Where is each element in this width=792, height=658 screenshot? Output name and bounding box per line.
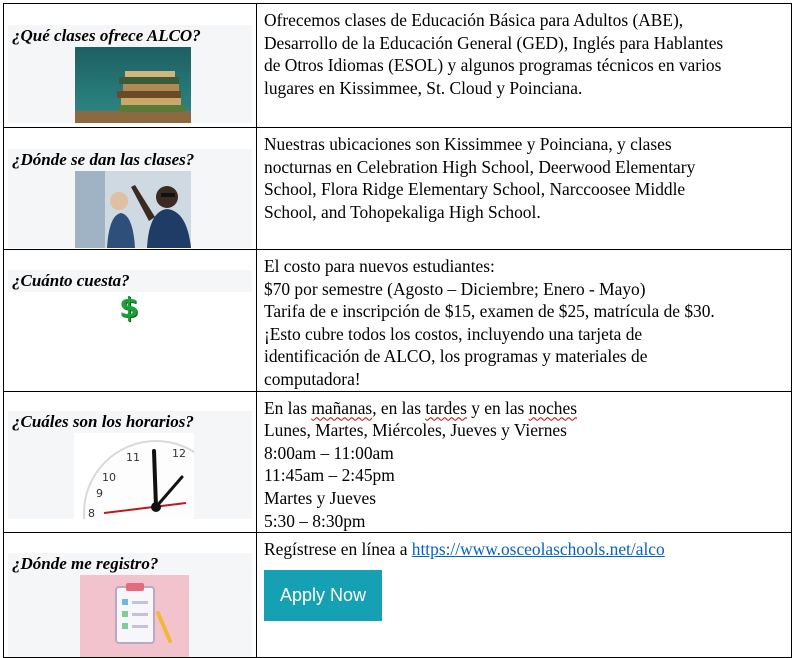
- question-cell: [4, 391, 257, 533]
- answer-line: Desarrollo de la Educación General (GED), Inglés para Hablantes: [264, 32, 724, 53]
- answer-line: nocturnas en Celebration High School, Deerwood Elementary: [264, 156, 696, 177]
- answer-line: El costo para nuevos estudiantes:: [264, 256, 495, 276]
- question-title: ¿Dónde me registro?: [12, 554, 159, 574]
- answer-line: School, and Tohopekaliga High School.: [264, 201, 541, 222]
- schedule-time-afternoon: 11:45am – 2:45pm: [264, 465, 395, 486]
- classroom-icon: [75, 171, 191, 248]
- question-box: [8, 270, 252, 292]
- clipboard-icon: [80, 575, 189, 657]
- question-cell: [4, 533, 257, 658]
- question-cell: [4, 128, 257, 250]
- schedule-days-evening: Martes y Jueves: [264, 487, 377, 508]
- question-title: ¿Qué clases ofrece ALCO?: [12, 26, 201, 45]
- dollar-icon: $: [119, 291, 139, 324]
- svg-text:10: 10: [102, 470, 116, 484]
- answer-line: School, Flora Ridge Elementary School, Narccoosee Middle: [264, 179, 686, 200]
- answer-line: Tarifa de e inscripción de $15, examen de $25, matrícula de $30.: [264, 301, 715, 322]
- answer-line: computadora!: [264, 368, 361, 389]
- question-box: [8, 411, 252, 519]
- apply-now-button[interactable]: Apply Now: [264, 570, 382, 621]
- schedule-intro: [264, 397, 791, 420]
- svg-text:9: 9: [96, 486, 103, 500]
- question-cell: [4, 250, 257, 392]
- books-icon: [75, 47, 191, 123]
- intro-word-noches: noches: [528, 397, 577, 418]
- answer-line: Ofrecemos clases de Educación Básica para Adultos (ABE),: [264, 10, 684, 30]
- question-title: ¿Dónde se dan las clases?: [12, 150, 195, 169]
- answer-line: de Otros Idiomas (ESOL) y algunos programas técnicos en varios: [264, 55, 722, 76]
- answer-cell: [257, 4, 792, 128]
- faq-table: [3, 3, 792, 658]
- schedule-time-evening: 5:30 – 8:30pm: [264, 510, 366, 531]
- answer-line: Nuestras ubicaciones son Kissimmee y Poinciana, y clases: [264, 134, 672, 154]
- answer-line: ¡Esto cubre todos los costos, incluyendo una tarjeta de: [264, 323, 643, 344]
- intro-word-tardes: tardes: [425, 397, 467, 418]
- faq-row-cost: [4, 250, 792, 392]
- answer-line: lugares en Kissimmee, St. Cloud y Poinciana.: [264, 77, 583, 98]
- faq-row-locations: [4, 128, 792, 250]
- question-title: ¿Cuáles son los horarios?: [12, 411, 194, 431]
- intro-text: y en las: [466, 397, 529, 418]
- register-text: Regístrese en línea a: [264, 539, 412, 560]
- answer-line: $70 por semestre (Agosto – Diciembre; Enero - Mayo): [264, 278, 646, 299]
- question-box: [8, 25, 252, 123]
- answer-cell: [257, 250, 792, 392]
- question-box: [8, 553, 252, 657]
- answer-cell: [257, 533, 792, 658]
- faq-row-classes: [4, 4, 792, 128]
- intro-text: En las: [264, 397, 312, 418]
- question-cell: [4, 4, 257, 128]
- svg-text:11: 11: [126, 450, 140, 464]
- svg-text:12: 12: [172, 446, 186, 460]
- faq-row-register: [4, 533, 792, 658]
- schedule-time-morning: 8:00am – 11:00am: [264, 442, 394, 463]
- clock-icon: [74, 433, 194, 519]
- question-box: [8, 149, 252, 248]
- answer-cell: [257, 128, 792, 250]
- svg-text:8: 8: [88, 506, 95, 519]
- faq-row-schedule: [4, 391, 792, 533]
- register-line: [264, 538, 791, 561]
- intro-word-mananas: mañanas: [311, 397, 373, 418]
- answer-cell: [257, 391, 792, 533]
- answer-line: identificación de ALCO, los programas y materiales de: [264, 346, 648, 367]
- register-link[interactable]: https://www.osceolaschools.net/alco: [411, 539, 665, 560]
- question-title: ¿Cuánto cuesta?: [12, 271, 130, 290]
- intro-text: , en las: [372, 397, 426, 418]
- schedule-days-weekdays: Lunes, Martes, Miércoles, Jueves y Viernes: [264, 420, 567, 441]
